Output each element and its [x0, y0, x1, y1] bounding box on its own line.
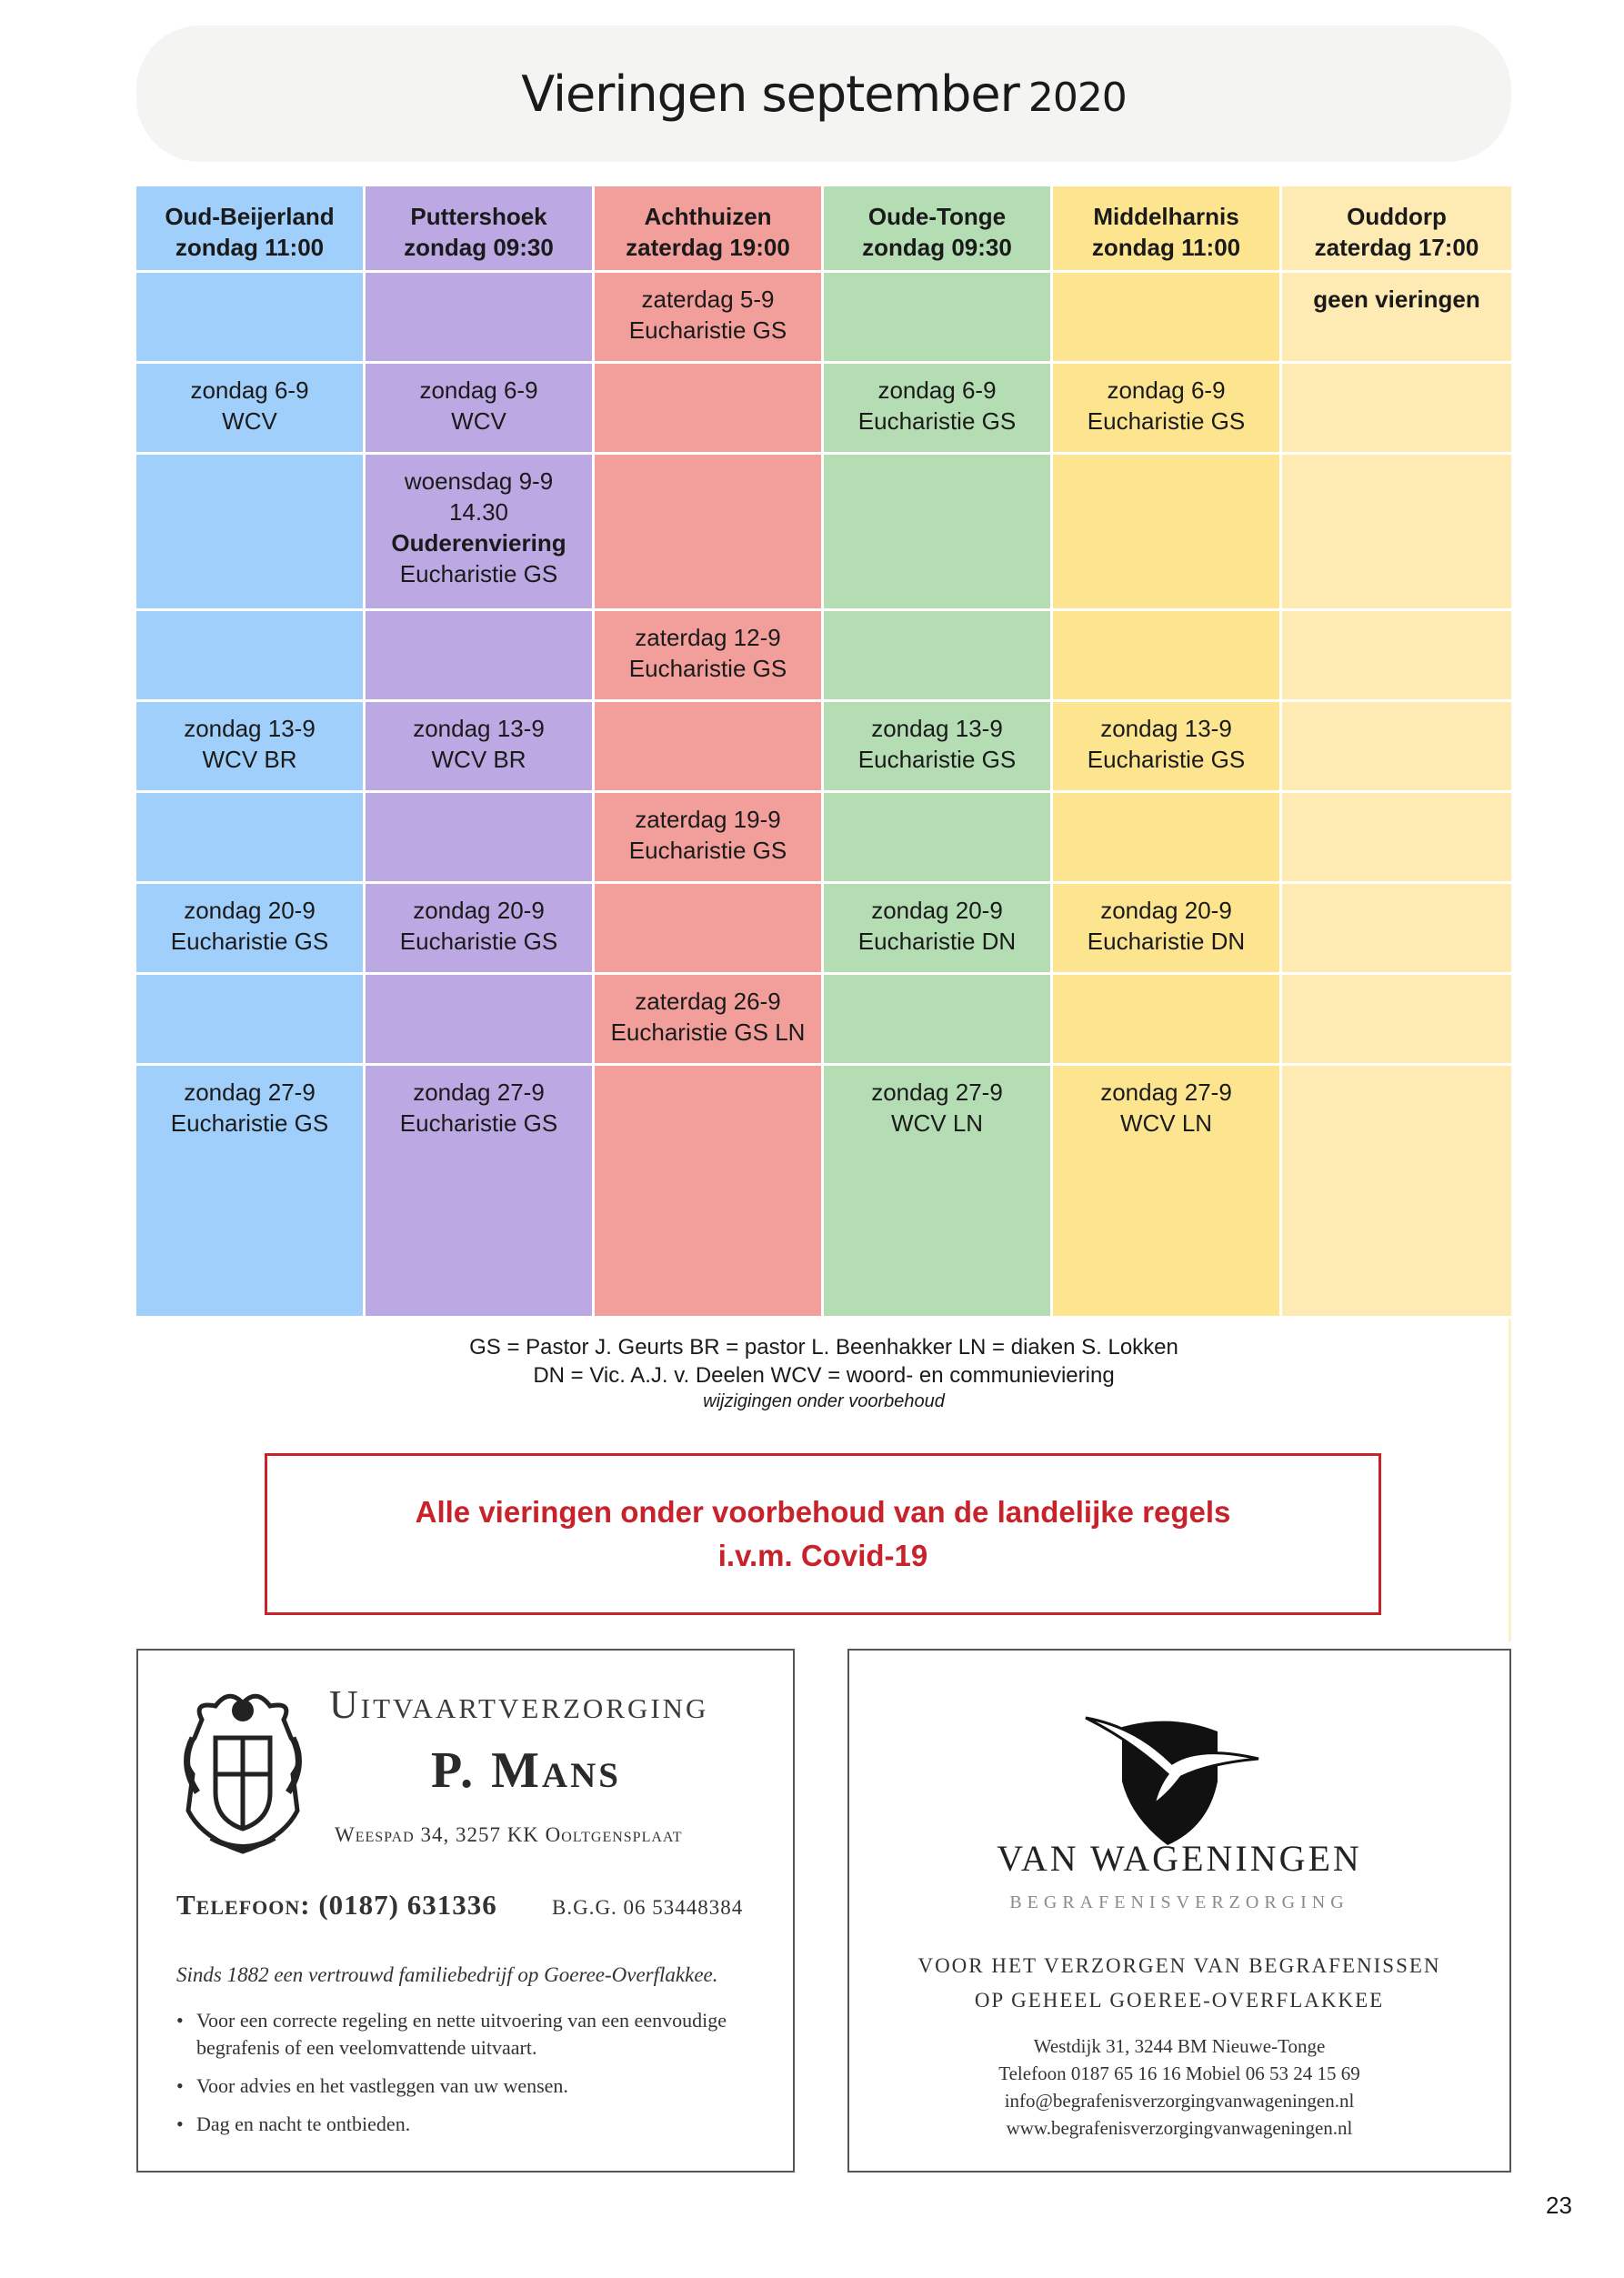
- column-place: Middelharnis: [1093, 203, 1239, 230]
- cell-line: zondag 20-9: [1100, 897, 1232, 924]
- cell-line: Eucharistie GS: [399, 928, 558, 955]
- schedule-cell: [366, 702, 595, 793]
- legend-line: GS = Pastor J. Geurts BR = pastor L. Beenhakker LN = diaken S. Lokken: [469, 1335, 1178, 1360]
- schedule-cell: [366, 273, 595, 364]
- column-place: Oud-Beijerland: [165, 203, 335, 230]
- ad-wageningen-line: VOOR HET VERZORGEN VAN BEGRAFENISSEN: [917, 1954, 1441, 1977]
- schedule-cell: [824, 1066, 1053, 1319]
- cell-line: Eucharistie GS LN: [610, 1019, 806, 1046]
- column-time: zondag 09:30: [404, 234, 554, 261]
- cell-line: WCV BR: [431, 746, 526, 773]
- schedule-cell: [1053, 364, 1282, 455]
- schedule-row: [136, 611, 1511, 702]
- cell-line: Eucharistie GS: [628, 316, 787, 344]
- ad-mans-phone: Telefoon: (0187) 631336: [176, 1889, 497, 1921]
- cell-line: zaterdag 26-9: [635, 988, 781, 1015]
- schedule-cell: [595, 793, 824, 884]
- ad-mans-since: Sinds 1882 een vertrouwd familiebedrijf op Goeree-Overflakkee.: [176, 1963, 718, 1986]
- cell-line: WCV BR: [202, 746, 297, 773]
- column-time: zondag 09:30: [862, 234, 1012, 261]
- schedule-row: [136, 273, 1511, 364]
- cell-line: WCV LN: [1119, 1109, 1213, 1137]
- schedule-cell: [1053, 1066, 1282, 1319]
- cell-line: 14.30: [448, 498, 509, 526]
- cell-line: zondag 6-9: [419, 376, 538, 404]
- cell-line: zondag 6-9: [1107, 376, 1226, 404]
- schedule-cell: [595, 364, 824, 455]
- cell-line: zondag 6-9: [877, 376, 997, 404]
- bird-icon: [1081, 1691, 1263, 1850]
- legend-line: DN = Vic. A.J. v. Deelen WCV = woord- en communieviering: [533, 1363, 1115, 1388]
- schedule-header-row: [136, 186, 1511, 273]
- schedule-row: [136, 364, 1511, 455]
- column-header: [1053, 186, 1282, 273]
- column-place: Oude-Tonge: [867, 203, 1007, 230]
- notice-line: i.v.m. Covid-19: [717, 1539, 928, 1572]
- schedule-cell: [136, 273, 366, 364]
- ad-mans-address: Weespad 34, 3257 KK Ooltgensplaat: [335, 1823, 683, 1846]
- ad-wageningen-email: info@begrafenisverzorgingvanwageningen.nl: [1004, 2090, 1355, 2112]
- schedule-cell: [1282, 364, 1511, 455]
- cell-line: WCV: [222, 407, 277, 435]
- page-title: [521, 65, 1127, 123]
- schedule-cell: [824, 702, 1053, 793]
- schedule-row: [136, 975, 1511, 1066]
- schedule-cell: [1282, 793, 1511, 884]
- schedule-cell: [1282, 702, 1511, 793]
- ad-mans-name: Uitvaartverzorging: [329, 1682, 709, 1727]
- ad-wageningen-line: OP GEHEEL GOEREE-OVERFLAKKEE: [974, 1989, 1385, 2012]
- schedule-cell: [824, 455, 1053, 611]
- page-number: 23: [1546, 2192, 1572, 2219]
- schedule-cell: [1053, 793, 1282, 884]
- cell-line: zondag 6-9: [190, 376, 309, 404]
- ad-wageningen-website: www.begrafenisverzorgingvanwageningen.nl: [1006, 2117, 1353, 2139]
- legend: [136, 1333, 1511, 1413]
- cell-line: zondag 20-9: [184, 897, 316, 924]
- schedule-cell: [595, 702, 824, 793]
- cell-line: Eucharistie GS: [1087, 746, 1246, 773]
- ad-mans-bullet: • Voor advies en het vastleggen van uw wensen.: [176, 2072, 767, 2100]
- cell-line: zondag 27-9: [871, 1079, 1003, 1106]
- schedule-cell: [366, 611, 595, 702]
- schedule-cell: [136, 364, 366, 455]
- cell-line: zondag 20-9: [413, 897, 545, 924]
- crest-icon: [175, 1683, 311, 1856]
- schedule-cell: [1282, 273, 1511, 364]
- column-place: Achthuizen: [644, 203, 772, 230]
- ad-mans: [136, 1649, 795, 2173]
- schedule-cell: [366, 1066, 595, 1319]
- cell-line: zondag 13-9: [1100, 715, 1232, 742]
- column-time: zaterdag 19:00: [626, 234, 790, 261]
- schedule-cell: [1282, 975, 1511, 1066]
- column-time: zaterdag 17:00: [1314, 234, 1479, 261]
- cell-line: Eucharistie GS: [170, 1109, 329, 1137]
- cell-line: zondag 27-9: [184, 1079, 316, 1106]
- cell-line: Eucharistie GS: [628, 837, 787, 864]
- cell-line: Eucharistie GS: [399, 1109, 558, 1137]
- schedule-cell: [595, 611, 824, 702]
- legend-note: wijzigingen onder voorbehoud: [703, 1391, 945, 1411]
- cell-line: Eucharistie GS: [1087, 407, 1246, 435]
- schedule-cell: [136, 702, 366, 793]
- schedule-cell: [595, 1066, 824, 1319]
- schedule-table: [136, 186, 1511, 1319]
- schedule-row: [136, 793, 1511, 884]
- ad-wageningen-contact: [849, 2032, 1509, 2142]
- cell-line: zondag 13-9: [184, 715, 316, 742]
- column-time: zondag 11:00: [1091, 234, 1241, 261]
- cell-line: zondag 27-9: [1100, 1079, 1232, 1106]
- covid-notice: [265, 1453, 1381, 1615]
- page-title-text: Vieringen september: [521, 65, 1019, 123]
- column-header: [1282, 186, 1511, 273]
- schedule-row: [136, 1066, 1511, 1319]
- ad-wageningen-name: VAN WAGENINGEN: [997, 1838, 1362, 1879]
- cell-line: Eucharistie GS: [170, 928, 329, 955]
- ad-mans-bgg: B.G.G. 06 53448384: [552, 1896, 744, 1919]
- schedule-cell: [136, 455, 366, 611]
- cell-line: Eucharistie DN: [857, 928, 1017, 955]
- schedule-cell: [136, 1066, 366, 1319]
- schedule-cell: [824, 884, 1053, 975]
- ad-wageningen-phone: Telefoon 0187 65 16 16 Mobiel 06 53 24 15 69: [998, 2062, 1360, 2084]
- cell-line: zondag 27-9: [413, 1079, 545, 1106]
- schedule-cell: [1282, 611, 1511, 702]
- cell-line: Eucharistie GS: [857, 407, 1017, 435]
- schedule-cell: [366, 455, 595, 611]
- ad-mans-bullet: • Dag en nacht te ontbieden.: [176, 2111, 767, 2138]
- schedule-cell: [366, 884, 595, 975]
- schedule-cell: [824, 793, 1053, 884]
- schedule-cell: [595, 455, 824, 611]
- column-header: [136, 186, 366, 273]
- column-header: [824, 186, 1053, 273]
- schedule-cell: [1282, 884, 1511, 975]
- cell-line: woensdag 9-9: [404, 467, 554, 495]
- cell-line: zaterdag 12-9: [635, 624, 781, 651]
- ad-mans-big: P. Mans: [431, 1742, 621, 1799]
- cell-line: zondag 13-9: [413, 715, 545, 742]
- schedule-cell: [366, 364, 595, 455]
- ad-wageningen-sub: BEGRAFENISVERZORGING: [1009, 1892, 1349, 1912]
- schedule-cell: [595, 884, 824, 975]
- ad-wageningen: [847, 1649, 1511, 2173]
- cell-line: Eucharistie GS: [628, 655, 787, 682]
- cell-line: zondag 13-9: [871, 715, 1003, 742]
- schedule-cell: [136, 884, 366, 975]
- schedule-row: [136, 455, 1511, 611]
- schedule-cell: [824, 273, 1053, 364]
- schedule-row: [136, 702, 1511, 793]
- schedule-cell: [1053, 702, 1282, 793]
- cell-line: Ouderenviering: [391, 529, 566, 557]
- column-place: Ouddorp: [1347, 203, 1447, 230]
- schedule-cell: [366, 975, 595, 1066]
- column-header: [366, 186, 595, 273]
- schedule-cell: [1282, 455, 1511, 611]
- schedule-cell: [366, 793, 595, 884]
- schedule-cell: [136, 793, 366, 884]
- ad-mans-bullet: • Voor een correcte regeling en nette uitvoering van een eenvoudige begrafenis of een veelomvattende uitvaart.: [176, 2007, 767, 2062]
- cell-line: geen vieringen: [1313, 286, 1480, 313]
- cell-line: WCV LN: [890, 1109, 984, 1137]
- cell-line: zondag 20-9: [871, 897, 1003, 924]
- schedule-cell: [1053, 884, 1282, 975]
- schedule-cell: [824, 975, 1053, 1066]
- cell-line: zaterdag 19-9: [635, 806, 781, 833]
- notice-line: Alle vieringen onder voorbehoud van de landelijke regels: [415, 1495, 1231, 1529]
- schedule-cell: [1282, 1066, 1511, 1319]
- column-place: Puttershoek: [410, 203, 547, 230]
- schedule-cell: [136, 975, 366, 1066]
- cell-line: Eucharistie DN: [1087, 928, 1246, 955]
- cell-line: Eucharistie GS: [399, 560, 558, 587]
- schedule-row: [136, 884, 1511, 975]
- column-time: zondag 11:00: [175, 234, 325, 261]
- column-header: [595, 186, 824, 273]
- schedule-body: [136, 273, 1511, 1319]
- title-band: [136, 25, 1511, 162]
- schedule-cell: [1053, 975, 1282, 1066]
- schedule-cell: [136, 611, 366, 702]
- ad-wageningen-address: Westdijk 31, 3244 BM Nieuwe-Tonge: [1033, 2035, 1326, 2057]
- cell-line: WCV: [451, 407, 506, 435]
- schedule-cell: [595, 975, 824, 1066]
- schedule-cell: [1053, 273, 1282, 364]
- schedule-cell: [824, 611, 1053, 702]
- schedule-cell: [595, 273, 824, 364]
- cell-line: zaterdag 5-9: [641, 286, 775, 313]
- schedule-cell: [1053, 611, 1282, 702]
- cell-line: Eucharistie GS: [857, 746, 1017, 773]
- schedule-cell: [824, 364, 1053, 455]
- ad-wageningen-tagline: [849, 1949, 1509, 2018]
- schedule-cell: [1053, 455, 1282, 611]
- page-title-year: 2020: [1028, 74, 1127, 121]
- ad-mans-list: [176, 2007, 767, 2149]
